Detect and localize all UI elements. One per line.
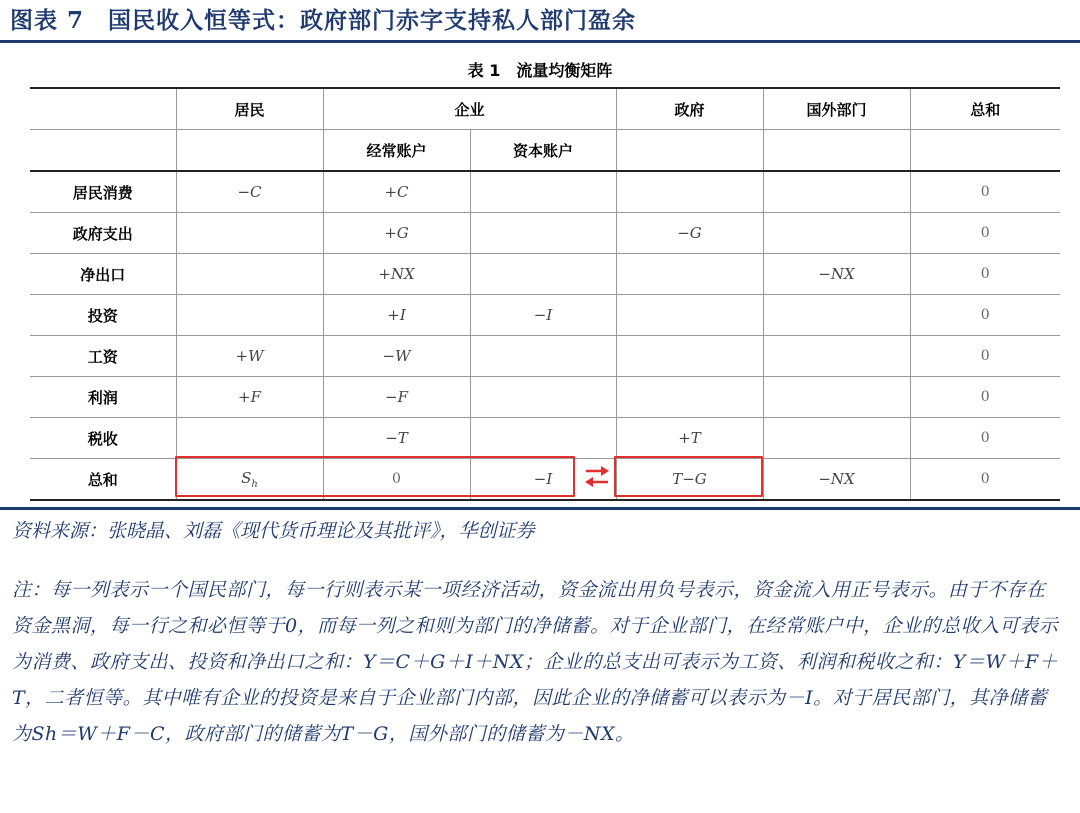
table-cell: −NX — [763, 254, 910, 295]
table-cell: +W — [176, 336, 323, 377]
table-cell — [176, 418, 323, 459]
table-row — [30, 377, 1060, 418]
table-cell: 0 — [910, 336, 1060, 377]
table-cell — [763, 336, 910, 377]
table-cell: +I — [323, 295, 470, 336]
household-enterprise-highlight — [175, 456, 575, 497]
table-cell: 0 — [910, 254, 1060, 295]
table-cell — [763, 295, 910, 336]
table-cell: −C — [176, 171, 323, 213]
title-rule — [0, 40, 1080, 43]
table-cell — [763, 418, 910, 459]
table-cell: +T — [616, 418, 763, 459]
exchange-arrows-icon — [583, 462, 611, 490]
row-label: 政府支出 — [30, 213, 176, 254]
table-cell: −G — [616, 213, 763, 254]
table-row — [30, 418, 1060, 459]
footer-rule — [0, 507, 1080, 510]
explanatory-note: 注：每一列表示一个国民部门，每一行则表示某一项经济活动，资金流出用负号表示，资金流入用正号表示。由于不存在资金黑洞，每一行之和必恒等于0，而每一列之和则为部门的净储蓄。对于企业部门，在经常账户中，企业的总收入可表示为消费、政府支出、投资和净出口之和：Y＝C＋G＋I＋NX；企业的总支出可表示为工资、利润和税收之和：Y＝W＋F＋T，二者恒等。其中唯有企业的投资是来自于企业部门内部，因此企业的净储蓄可以表示为－I。对于居民部门，其净储蓄为Sh＝W＋F－C，政府部门的储蓄为T－G，国外部门的储蓄为－NX。 — [12, 579, 1059, 745]
table-cell: −I — [470, 459, 616, 501]
table-cell: 0 — [910, 418, 1060, 459]
table-cell: +NX — [323, 254, 470, 295]
table-cell — [470, 171, 616, 213]
row-label: 净出口 — [30, 254, 176, 295]
table-cell: $S_h$ — [176, 459, 323, 501]
header-current-account: 经常账户 — [323, 130, 470, 172]
table-cell — [470, 254, 616, 295]
header-foreign: 国外部门 — [763, 88, 910, 130]
table-cell — [763, 171, 910, 213]
table-cell: 0 — [910, 377, 1060, 418]
table-cell — [616, 295, 763, 336]
table-cell — [470, 213, 616, 254]
table-cell — [470, 377, 616, 418]
table-cell — [470, 336, 616, 377]
table-row — [30, 336, 1060, 377]
table-caption: 表 1 流量均衡矩阵 — [467, 61, 613, 80]
flow-matrix — [30, 87, 1060, 497]
header-row-1 — [30, 88, 1060, 130]
table-cell — [763, 213, 910, 254]
table-cell — [763, 377, 910, 418]
flow-matrix-table — [30, 87, 1060, 501]
table-cell — [616, 171, 763, 213]
table-cell: −T — [323, 418, 470, 459]
header-capital-account: 资本账户 — [470, 130, 616, 172]
figure-title: 图表 7 国民收入恒等式：政府部门赤字支持私人部门盈余 — [10, 7, 637, 34]
table-cell — [176, 295, 323, 336]
table-cell: +F — [176, 377, 323, 418]
table-cell — [616, 336, 763, 377]
table-cell: −F — [323, 377, 470, 418]
header-enterprise: 企业 — [323, 88, 616, 130]
row-label: 居民消费 — [30, 171, 176, 213]
table-row — [30, 295, 1060, 336]
table-cell — [616, 254, 763, 295]
table-cell: +G — [323, 213, 470, 254]
header2-blank — [30, 130, 176, 172]
table-cell: 0 — [910, 295, 1060, 336]
table-cell: −W — [323, 336, 470, 377]
header2-blank — [910, 130, 1060, 172]
table-cell: −NX — [763, 459, 910, 501]
row-label: 利润 — [30, 377, 176, 418]
government-highlight — [614, 456, 763, 497]
table-cell: 0 — [910, 171, 1060, 213]
header-household: 居民 — [176, 88, 323, 130]
header2-blank — [616, 130, 763, 172]
header-government: 政府 — [616, 88, 763, 130]
table-cell — [176, 254, 323, 295]
row-label: 投资 — [30, 295, 176, 336]
table-row — [30, 254, 1060, 295]
row-label: 总和 — [30, 459, 176, 501]
table-cell: T−G — [616, 459, 763, 501]
table-cell: 0 — [910, 459, 1060, 501]
table-cell — [176, 213, 323, 254]
row-label: 工资 — [30, 336, 176, 377]
table-cell: 0 — [323, 459, 470, 501]
table-row — [30, 171, 1060, 213]
table-cell — [470, 418, 616, 459]
table-cell: 0 — [910, 213, 1060, 254]
header2-blank — [763, 130, 910, 172]
source-note: 资料来源：张晓晶、刘磊《现代货币理论及其批评》，华创证券 — [12, 520, 535, 542]
header-total: 总和 — [910, 88, 1060, 130]
header2-blank — [176, 130, 323, 172]
table-row — [30, 213, 1060, 254]
row-label: 税收 — [30, 418, 176, 459]
table-cell: +C — [323, 171, 470, 213]
header-blank — [30, 88, 176, 130]
header-row-2 — [30, 130, 1060, 172]
table-cell: −I — [470, 295, 616, 336]
table-cell — [616, 377, 763, 418]
